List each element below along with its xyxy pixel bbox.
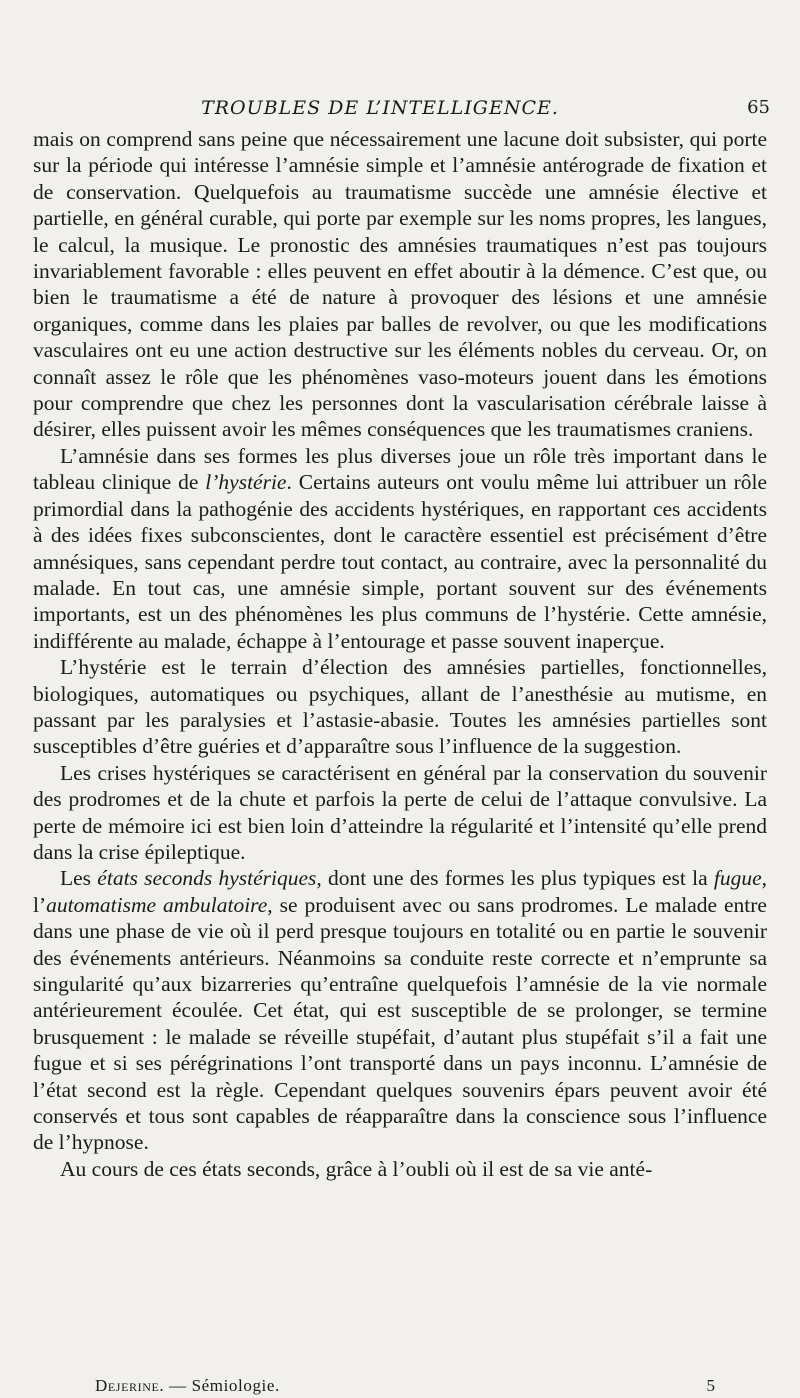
footer-book-title: Sémiologie.: [191, 1376, 280, 1395]
paragraph-2-text-a: L’amnésie dans ses formes les plus diverses joue un rôle très important dans le tableau clinique de: [33, 443, 767, 495]
footer-separator: —: [164, 1376, 192, 1395]
paragraph-1: mais on comprend sans peine que nécessairement une lacune doit subsister, qui porte sur la période qui intéresse l’amnésie simple et l’amnésie antérograde de fixation et de conservation. Quelquefois au traumatisme succède une amnésie élective et partielle, en général curable, qui porte par exemple sur les noms propres, les langues, le calcul, la musique. Le pronostic des amnésies traumatiques n’est pas toujours invariablement favorable : elles peuvent en effet aboutir à la démence. C’est que, ou bien le traumatisme a été de nature à provoquer des lésions et une amnésie organiques, comme dans les plaies par balles de revolver, ou que les modifications vasculaires ont eu une action destructive sur les éléments nobles du cerveau. Or, on connaît assez le rôle que les phénomènes vaso-moteurs jouent dans les émotions pour comprendre que chez les personnes dont la vascularisation cérébrale laisse à désirer, elles puissent avoir les mêmes conséquences que les traumatismes craniens.: [33, 127, 767, 442]
paragraph-5-emphasis-2: fugue: [713, 866, 762, 891]
paragraph-5-text-a: Les: [60, 866, 98, 891]
paragraph-5-text-d: , se produisent avec ou sans prodromes. Le malade entre dans une phase de vie où il perd presque toujours en totalité ou en partie le souvenir des événements antérieurs. Néanmoins sa conduite reste correcte et n’emprunte sa singularité qu’aux bizarreries qu’entraîne quelquefois l’amnésie de la vie normale antérieurement écoulée. Cet état, qui est susceptible de se prolonger, se termine brusquement : le malade se réveille stupéfait, d’autant plus stupéfait s’il a fait une fugue et si ses pérégrinations l’ont transporté dans un pays inconnu. L’amnésie de l’état second est la règle. Cependant quelques souvenirs épars peuvent avoir été conservés et tous sont capables de réapparaître dans la conscience sous l’influence de l’hypnose.: [33, 892, 767, 1155]
paragraph-5-emphasis-3: automatisme ambulatoire: [46, 892, 268, 917]
paragraph-5-emphasis-1: états seconds hystériques: [97, 866, 317, 891]
paragraph-3: L’hystérie est le terrain d’élection des amnésies partielles, fonctionnelles, biologiques, automatiques ou psychiques, allant de l’anesthésie au mutisme, en passant par les paralysies et l’astasie-abasie. Toutes les amnésies partielles sont susceptibles d’être guéries et d’apparaître sous l’influence de la suggestion.: [33, 655, 767, 759]
paragraph-5: [33, 865, 767, 1155]
footer-signature: [95, 1376, 280, 1396]
footer-author: Dejerine.: [95, 1376, 165, 1395]
paragraph-2-text-b: . Certains auteurs ont voulu même lui attribuer un rôle primordial dans la pathogénie des accidents hystériques, en rapportant ces accidents à des idées fixes subconscientes, dont le caractère essentiel est précisément d’être amnésiques, sans cependant perdre tout contact, au contraire, avec la personnalité du malade. En tout cas, une amnésie simple, portant souvent sur des événements importants, est un des phénomènes les plus communs de l’hystérie. Cette amnésie, indifférente au malade, échappe à l’entourage et passe souvent inaperçue.: [33, 470, 767, 653]
paragraph-2-emphasis: l’hystérie: [205, 470, 287, 495]
page-footer: [95, 1376, 715, 1398]
page-header: [30, 94, 770, 122]
running-title: TROUBLES DE L’INTELLIGENCE.: [201, 97, 559, 119]
paragraph-5-text-c: , l’: [33, 866, 768, 917]
page-number: 65: [747, 97, 770, 118]
paragraph-5-text-b: , dont une des formes les plus typiques est la: [316, 866, 714, 891]
paragraph-6: Au cours de ces états seconds, grâce à l’oubli où il est de sa vie anté-: [60, 1156, 653, 1181]
paragraph-2: [33, 443, 767, 654]
signature-mark: 5: [706, 1376, 715, 1395]
body-text: [33, 126, 767, 1182]
paragraph-4: Les crises hystériques se caractérisent en général par la conservation du souvenir des prodromes et de la chute et parfois la perte de celui de l’attaque convulsive. La perte de mémoire ici est bien loin d’atteindre la régularité et l’intensité qu’elle prend dans la crise épileptique.: [33, 760, 767, 864]
